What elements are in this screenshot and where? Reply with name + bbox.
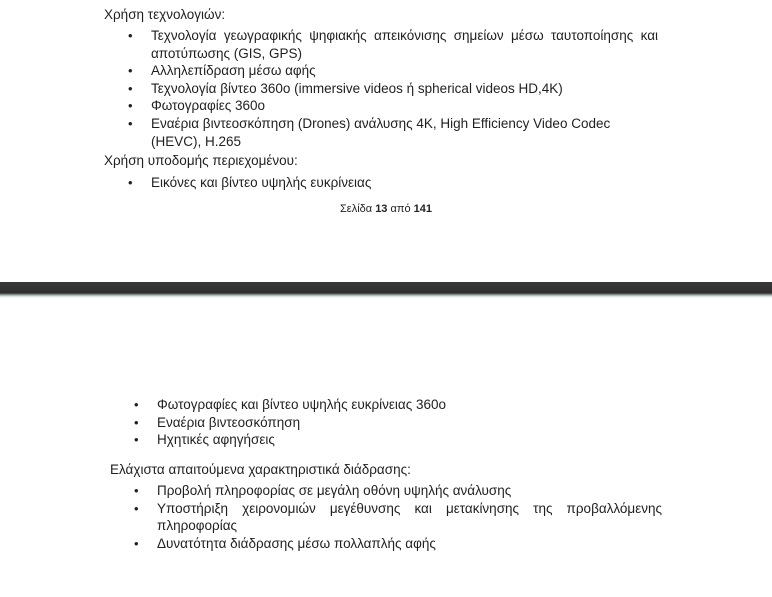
content-list	[128, 174, 658, 192]
bullet-icon: •	[134, 483, 139, 498]
list-item: • Εικόνες και βίντεο υψηλής ευκρίνειας	[128, 175, 372, 190]
bullet-icon: •	[128, 28, 133, 43]
current-page-number: 13	[375, 203, 388, 215]
document-page-top	[0, 0, 772, 282]
bullet-icon: •	[134, 535, 139, 551]
page-separator	[0, 282, 772, 298]
bullet-icon: •	[128, 175, 133, 190]
page-footer: Σελίδα 13 από 141	[339, 203, 432, 215]
list-item: • Τεχνολογία βίντεο 360ο (immersive videos ή spherical videos HD,4K)	[128, 80, 563, 96]
list-item: • Προβολή πληροφορίας σε μεγάλη οθόνη υψηλής ανάλυσης	[134, 483, 512, 498]
technologies-list	[128, 27, 658, 150]
section-heading-content-infrastructure: Χρήση υποδομής περιεχομένου:	[104, 153, 298, 168]
bullet-icon: •	[128, 80, 133, 96]
list-item: • Εναέρια βιντεοσκόπηση (Drones) ανάλυσης 4K, High Efficiency Video Codec (HEVC), H.265	[128, 115, 611, 149]
content-list-continued	[134, 396, 662, 449]
list-item: • Δυνατότητα διάδρασης μέσω πολλαπλής αφής	[134, 535, 436, 551]
list-item: • Τεχνολογία γεωγραφικής ψηφιακής απεικόνισης σημείων μέσω ταυτοποίησης και αποτύπωσης (GIS, GPS)	[128, 28, 658, 61]
bullet-icon: •	[134, 397, 139, 412]
bullet-icon: •	[134, 500, 139, 516]
bullet-icon: •	[128, 98, 133, 114]
bullet-icon: •	[128, 115, 133, 131]
section-heading-technologies: Χρήση τεχνολογιών:	[104, 7, 226, 22]
bullet-icon: •	[134, 414, 139, 430]
total-pages: 141	[413, 203, 432, 215]
list-item: • Εναέρια βιντεοσκόπηση	[134, 414, 301, 430]
interaction-list	[134, 482, 662, 552]
bullet-icon: •	[134, 432, 139, 448]
list-item: • Φωτογραφίες 360ο	[128, 98, 266, 114]
list-item: • Αλληλεπίδραση μέσω αφής	[128, 63, 316, 79]
list-item: • Ηχητικές αφηγήσεις	[134, 432, 275, 448]
list-item: • Υποστήριξη χειρονομιών μεγέθυνσης και μετακίνησης της προβαλλόμενης πληροφορίας	[134, 500, 662, 534]
bullet-icon: •	[128, 63, 133, 79]
document-page-bottom	[0, 298, 772, 597]
section-heading-interaction: Ελάχιστα απαιτούμενα χαρακτηριστικά διάδρασης:	[110, 462, 411, 477]
list-item: • Φωτογραφίες και βίντεο υψηλής ευκρίνειας 360ο	[134, 397, 447, 412]
